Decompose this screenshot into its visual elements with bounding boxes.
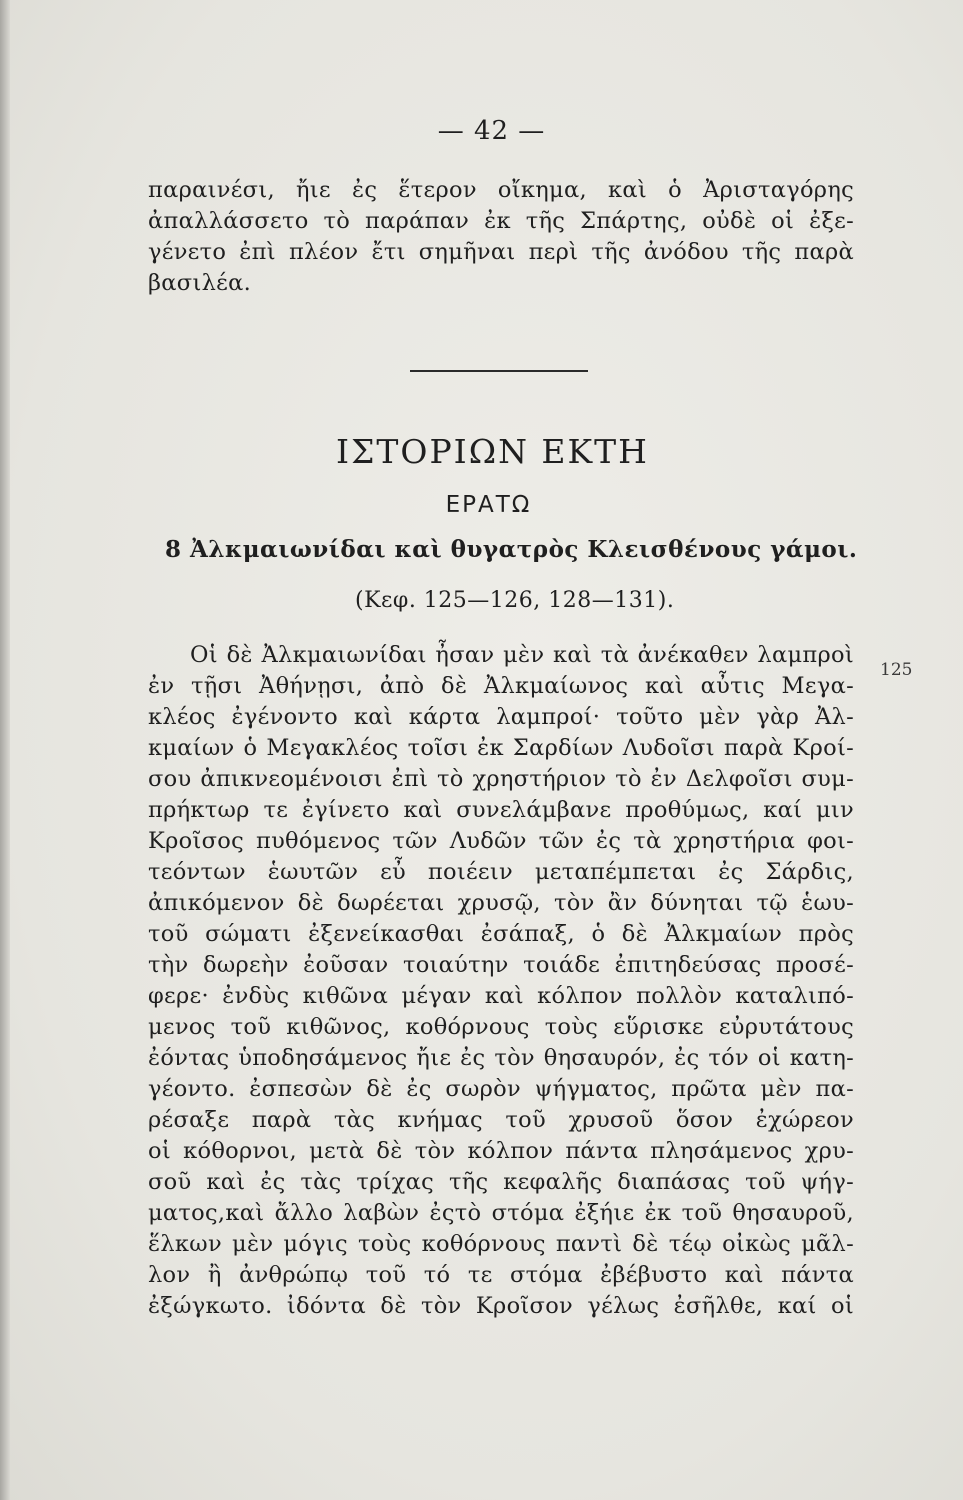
body-line-17: οἱ κόθορνοι, μετὰ δὲ τὸν κόλπον πάντα πλησάμενος χρυ-: [148, 1138, 854, 1164]
body-line-20: ἕλκων μὲν μόγις τοὺς κοθόρνους παντὶ δὲ τέῳ οἰκὼς μᾶλ-: [148, 1231, 854, 1257]
section-heading: 8 Ἀλκμαιωνίδαι καὶ θυγατρὸς Κλεισθένους γάμοι.: [165, 536, 858, 563]
body-line-12: φερε· ἐνδὺς κιθῶνα μέγαν καὶ κόλπον πολλὸν καταλιπό-: [148, 983, 854, 1009]
body-line-21: λον ἢ ἀνθρώπῳ τοῦ τό τε στόμα ἐβέβυστο καὶ πάντα: [148, 1262, 854, 1288]
book-subtitle: ΕΡΑΤΩ: [445, 492, 532, 518]
body-line-11: τὴν δωρεὴν ἐοῦσαν τοιαύτην τοιάδε ἐπιτηδεύσας προσέ-: [148, 952, 854, 978]
top-text-line-4: βασιλέα.: [148, 270, 252, 296]
section-divider-rule: [410, 370, 588, 372]
body-line-22: ἐξώγκωτο. ἰδόντα δὲ τὸν Κροῖσον γέλως ἐσῆλθε, καί οἱ: [148, 1293, 854, 1319]
body-line-2: ἐν τῇσι Ἀθήνῃσι, ἀπὸ δὲ Ἀλκμαίωνος καὶ αὖτις Μεγα-: [148, 673, 854, 699]
body-line-19: ματος,καὶ ἄλλο λαβὼν ἐςτὸ στόμα ἐξήιε ἐκ τοῦ θησαυροῦ,: [148, 1200, 854, 1226]
body-line-13: μενος τοῦ κιθῶνος, κοθόρνους τοὺς εὕρισκε εὐρυτάτους: [148, 1014, 854, 1040]
top-text-line-1: παραινέσι, ἤιε ἐς ἕτερον οἴκημα, καὶ ὁ Ἀρισταγόρης: [148, 177, 854, 203]
body-line-15: γέοντο. ἐσπεσὼν δὲ ἐς σωρὸν ψήγματος, πρῶτα μὲν πα-: [148, 1076, 854, 1102]
body-line-5: σου ἀπικνεομένοισι ἐπὶ τὸ χρηστήριον τὸ ἐν Δελφοῖσι συμ-: [148, 766, 854, 792]
top-text-line-3: γένετο ἐπὶ πλέον ἔτι σημῆναι περὶ τῆς ἀνόδου τῆς παρὰ: [148, 239, 854, 265]
body-line-9: ἀπικόμενον δὲ δωρέεται χρυσῷ, τὸν ἂν δύνηται τῷ ἑωυ-: [148, 890, 854, 916]
top-text-line-2: ἀπαλλάσσετο τὸ παράπαν ἐκ τῆς Σπάρτης, οὐδὲ οἱ ἐξε-: [148, 208, 854, 234]
body-line-6: πρήκτωρ τε ἐγίνετο καὶ συνελάμβανε προθύμως, καί μιν: [148, 797, 854, 823]
section-reference: (Κεφ. 125—126, 128—131).: [355, 588, 675, 613]
body-line-18: σοῦ καὶ ἐς τὰς τρίχας τῆς κεφαλῆς διαπάσας τοῦ ψήγ-: [148, 1169, 854, 1195]
book-title: ΙΣΤΟΡΙΩΝ ΕΚΤΗ: [336, 432, 649, 471]
body-line-7: Κροῖσος πυθόμενος τῶν Λυδῶν τῶν ἐς τὰ χρηστήρια φοι-: [148, 828, 854, 854]
body-line-1: Οἱ δὲ Ἀλκμαιωνίδαι ἦσαν μὲν καὶ τὰ ἀνέκαθεν λαμπροὶ: [190, 642, 854, 668]
body-line-3: κλέος ἐγένοντο καὶ κάρτα λαμπροί· τοῦτο μὲν γὰρ Ἀλ-: [148, 704, 854, 730]
body-line-4: κμαίων ὁ Μεγακλέος τοῖσι ἐκ Σαρδίων Λυδοῖσι παρὰ Κροί-: [148, 735, 854, 761]
body-line-14: ἐόντας ὑποδησάμενος ἤιε ἐς τὸν θησαυρόν, ἐς τόν οἱ κατη-: [148, 1045, 854, 1071]
body-line-10: τοῦ σώματι ἐξενείκασθαι ἐσάπαξ, ὁ δὲ Ἀλκμαίων πρὸς: [148, 921, 854, 947]
page-number: — 42 —: [437, 116, 546, 146]
body-line-16: ρέσαξε παρὰ τὰς κνήμας τοῦ χρυσοῦ ὅσον ἐχώρεον: [148, 1107, 854, 1133]
margin-chapter-number: 125: [880, 660, 913, 680]
page-edge-shadow: [0, 0, 10, 1500]
body-line-8: τεόντων ἑωυτῶν εὖ ποιέειν μεταπέμπεται ἐς Σάρδις,: [148, 859, 854, 885]
